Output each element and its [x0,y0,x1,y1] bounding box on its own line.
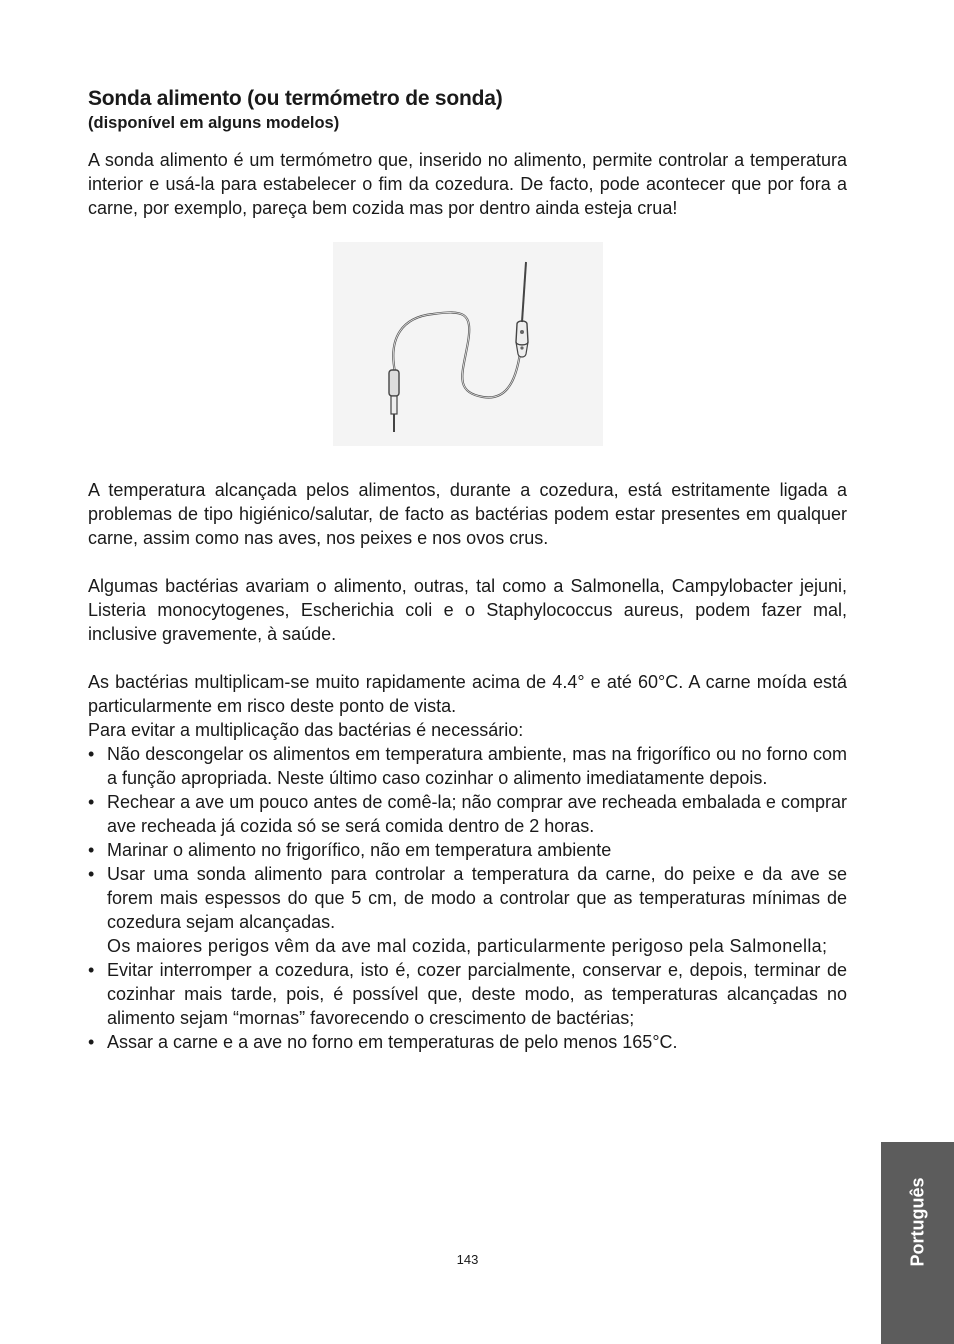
food-probe-illustration [333,242,603,446]
page-number: 143 [456,1252,479,1267]
list-item: • Não descongelar os alimentos em temperatura ambiente, mas na frigorífico ou no forno com a função apropriada. Neste último caso cozinhar o alimento imediatamente depois. [88,742,847,790]
list-item: • Marinar o alimento no frigorífico, não em temperatura ambiente [88,838,847,862]
paragraph-bacteria: Algumas bactérias avariam o alimento, outras, tal como a Salmonella, Campylobacter jejuni, Listeria monocytogenes, Escherichia coli e o Staphylococcus aureus, podem fazer mal, inclusive gravemente, à saúde. [88,576,847,644]
list-item: • Assar a carne e a ave no forno em temperaturas de pelo menos 165°C. [88,1030,847,1054]
language-tab [881,1142,954,1344]
paragraph-list-intro: Para evitar a multiplicação das bactérias é necessário: [88,720,524,740]
food-probe-icon [333,242,603,446]
list-item [88,862,847,958]
page-content [88,86,847,1054]
language-label: Português [907,1177,927,1267]
list-item: • Rechear a ave um pouco antes de comê-la; não comprar ave recheada embalada e comprar ave recheada já cozida só se será comida dentro de 2 horas. [88,790,847,838]
paragraph-temperature: A temperatura alcançada pelos alimentos, durante a cozedura, está estritamente ligada a problemas de tipo higiénico/salutar, de facto as bactérias podem estar presentes em qualquer carne, assim como nas aves, nos peixes e nos ovos crus. [88,480,847,548]
list-item-text: Usar uma sonda alimento para controlar a temperatura da carne, do peixe e da ave se forem mais espessos do que 5 cm, de modo a controlar que as temperaturas mínimas de cozedura sejam alcançadas. [107,864,847,932]
section-subtitle: (disponível em alguns modelos) [88,114,340,132]
paragraph-multiplication: As bactérias multiplicam-se muito rapidamente acima de 4.4° e até 60°C. A carne moída está particularmente em risco deste ponto de vista. [88,672,847,716]
list-item-note: Os maiores perigos vêm da ave mal cozida, particularmente perigoso pela Salmonella; [107,936,828,956]
list-item: • Evitar interromper a cozedura, isto é, cozer parcialmente, conservar e, depois, terminar de cozinhar mais tarde, pois, é possível que, deste modo, as temperaturas alcançadas no alimento sejam “mornas” favorecendo o crescimento de bactérias; [88,958,847,1030]
section-title: Sonda alimento (ou termómetro de sonda) [88,87,503,110]
recommendations-list [88,742,847,1054]
intro-paragraph: A sonda alimento é um termómetro que, inserido no alimento, permite controlar a temperatura interior e usá-la para estabelecer o fim da cozedura. De facto, pode acontecer que por fora a carne, por exemplo, pareça bem cozida mas por dentro ainda esteja crua! [88,150,847,218]
